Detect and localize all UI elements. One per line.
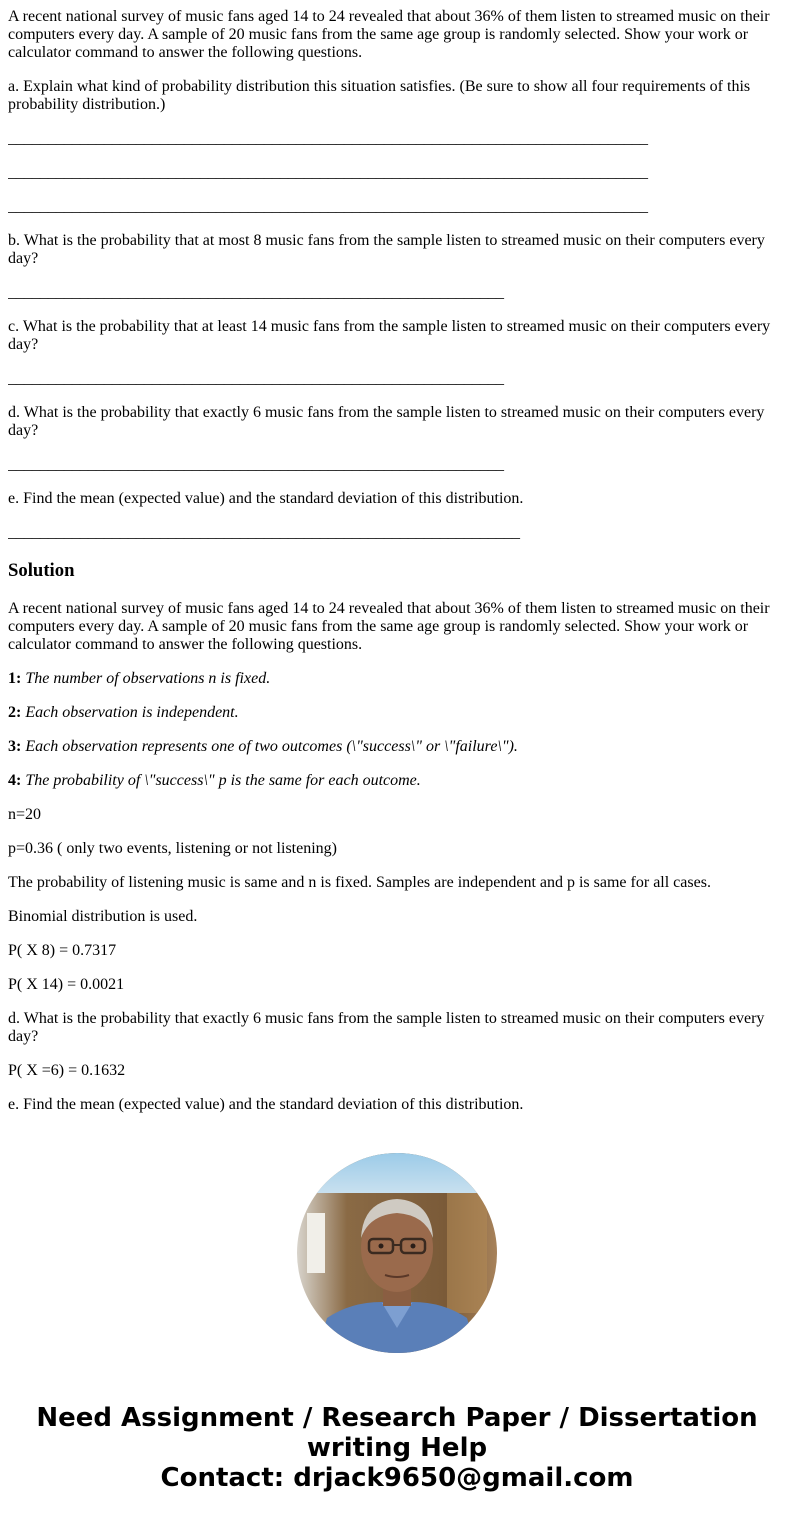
answer-blank-e: ________________________________________________________________ xyxy=(8,524,520,541)
solution-answer-c: P( X 14) = 0.0021 xyxy=(8,976,125,993)
answer-blank-c: ______________________________________________________________ xyxy=(8,370,504,387)
requirement-4 xyxy=(8,772,786,790)
solution-intro: A recent national survey of music fans aged 14 to 24 revealed that about 36% of them listen to streamed music on their computers every day. A sample of 20 music fans from the same age group is randomly selected. Show your work or calculator command to answer the following questions. xyxy=(8,600,770,653)
solution-reason: The probability of listening music is same and n is fixed. Samples are independent and p is same for all cases. xyxy=(8,874,711,891)
footer-line-1: Need Assignment / Research Paper / Dissertation xyxy=(36,1403,758,1433)
author-avatar xyxy=(297,1153,497,1353)
solution-answer-d: P( X =6) = 0.1632 xyxy=(8,1062,126,1079)
requirement-text: The probability of \"success\" p is the same for each outcome. xyxy=(25,772,421,789)
avatar-portrait-icon xyxy=(297,1153,497,1353)
question-intro: A recent national survey of music fans aged 14 to 24 revealed that about 36% of them listen to streamed music on their computers every day. A sample of 20 music fans from the same age group is randomly selected. Show your work or calculator command to answer the following questions. xyxy=(8,8,770,61)
footer-line-2: writing Help xyxy=(306,1433,488,1463)
requirement-number: 2: xyxy=(8,704,22,721)
solution-heading: Solution xyxy=(8,560,75,581)
requirement-text: Each observation is independent. xyxy=(25,704,239,721)
requirement-number: 4: xyxy=(8,772,22,789)
requirement-text: The number of observations n is fixed. xyxy=(25,670,271,687)
answer-blank-a2: ________________________________________________________________________________ xyxy=(8,164,648,181)
requirement-number: 1: xyxy=(8,670,22,687)
question-d: d. What is the probability that exactly 6 music fans from the sample listen to streamed music on their computers every day? xyxy=(8,404,765,439)
requirement-1 xyxy=(8,670,786,688)
answer-blank-a3: ________________________________________________________________________________ xyxy=(8,198,648,215)
solution-n: n=20 xyxy=(8,806,42,823)
solution-answer-b: P( X 8) = 0.7317 xyxy=(8,942,117,959)
answer-blank-b: ______________________________________________________________ xyxy=(8,284,504,301)
requirement-3 xyxy=(8,738,786,756)
requirement-2 xyxy=(8,704,786,722)
solution-question-e: e. Find the mean (expected value) and the standard deviation of this distribution. xyxy=(8,1096,524,1113)
question-e: e. Find the mean (expected value) and the standard deviation of this distribution. xyxy=(8,490,524,507)
question-b: b. What is the probability that at most 8 music fans from the sample listen to streamed music on their computers every day? xyxy=(8,232,765,267)
answer-blank-d: ______________________________________________________________ xyxy=(8,456,504,473)
solution-p: p=0.36 ( only two events, listening or not listening) xyxy=(8,840,337,857)
solution-question-d: d. What is the probability that exactly 6 music fans from the sample listen to streamed music on their computers every day? xyxy=(8,1010,765,1045)
question-c: c. What is the probability that at least 14 music fans from the sample listen to streamed music on their computers every day? xyxy=(8,318,771,353)
answer-blank-a1: ________________________________________________________________________________ xyxy=(8,130,648,147)
footer-contact: Contact: drjack9650@gmail.com xyxy=(160,1463,634,1493)
question-a: a. Explain what kind of probability distribution this situation satisfies. (Be sure to show all four requirements of this probability distribution.) xyxy=(8,78,751,113)
footer-promo xyxy=(0,1403,794,1493)
solution-distribution: Binomial distribution is used. xyxy=(8,908,198,925)
requirement-number: 3: xyxy=(8,738,22,755)
requirement-text: Each observation represents one of two outcomes (\"success\" or \"failure\"). xyxy=(25,738,518,755)
